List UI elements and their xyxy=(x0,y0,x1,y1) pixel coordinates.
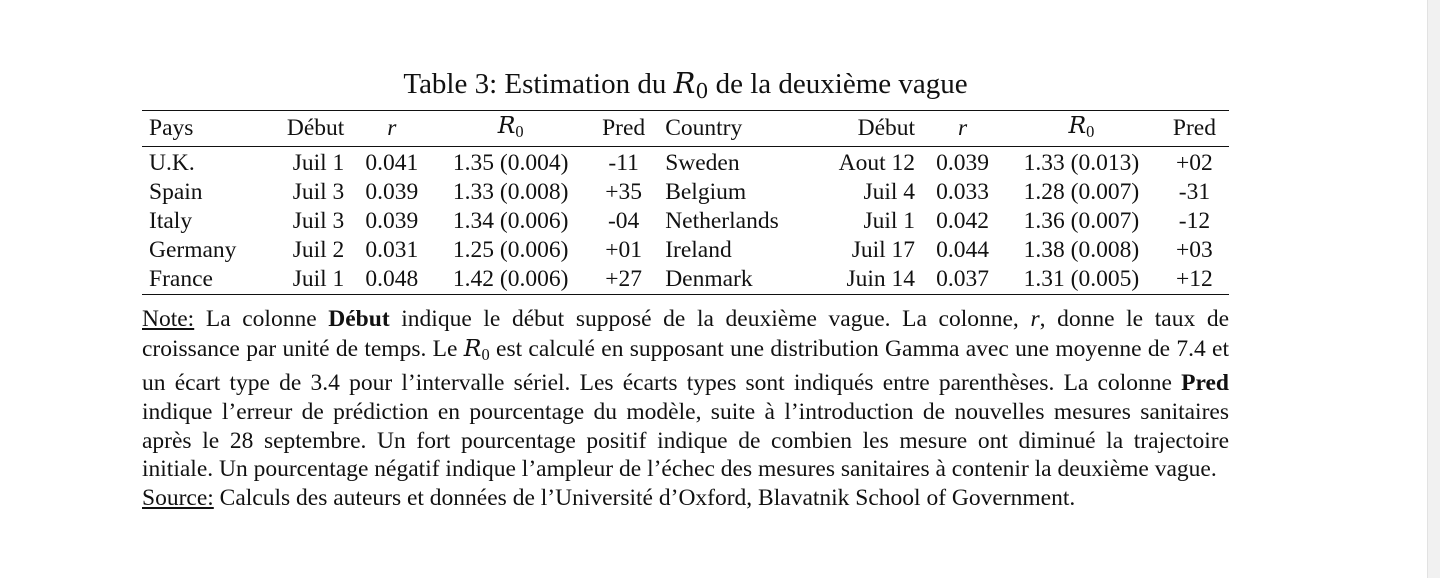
source-text: Calculs des auteurs et données de l’Université d’Oxford, Blavatnik School of Government. xyxy=(213,484,1076,511)
r0-letter: R xyxy=(1068,111,1087,140)
header-r0-2 xyxy=(1003,111,1160,147)
header-debut-2: Début xyxy=(857,115,916,142)
cell-r: 0.039 xyxy=(365,208,419,235)
cell-pred-2: +03 xyxy=(1176,237,1213,264)
header-debut: Début xyxy=(286,115,345,142)
cell-r-2: 0.033 xyxy=(936,179,989,206)
r0-subscript: 0 xyxy=(1086,122,1095,142)
r0-letter: R xyxy=(673,66,696,100)
note-text: La colonne xyxy=(194,306,329,333)
cell-pays: Italy xyxy=(149,208,193,235)
cell-debut: Juil 3 xyxy=(292,179,345,206)
table-row xyxy=(142,207,1229,236)
cell-r0-2: 1.28 (0.007) xyxy=(1023,179,1140,206)
cell-pays: Spain xyxy=(149,179,203,206)
cell-debut-2: Aout 12 xyxy=(838,150,916,177)
cell-pred: +35 xyxy=(605,179,643,206)
cell-country: Netherlands xyxy=(665,208,779,235)
note-text: , donne le taux de croissance par unité de temps. Le xyxy=(142,306,1229,362)
caption-text-suffix: de la deuxième vague xyxy=(708,68,968,100)
cell-debut: Juil 1 xyxy=(292,266,345,293)
table-figure xyxy=(142,66,1229,512)
table-row xyxy=(142,236,1229,265)
cell-r: 0.031 xyxy=(365,237,419,264)
source-label: Source: xyxy=(142,484,214,511)
header-r-2: r xyxy=(957,115,968,142)
cell-r0: 1.25 (0.006) xyxy=(452,237,569,264)
header-r: r xyxy=(387,115,397,142)
cell-debut: Juil 1 xyxy=(292,150,345,177)
table-body xyxy=(142,147,1229,295)
table-note xyxy=(142,305,1229,512)
viewer-scrollbar-strip[interactable] xyxy=(1427,0,1440,578)
r0-subscript: 0 xyxy=(481,344,490,364)
cell-pred: +01 xyxy=(605,237,643,264)
table-row xyxy=(142,265,1229,295)
cell-r0-2: 1.33 (0.013) xyxy=(1023,150,1140,177)
cell-pays: Germany xyxy=(149,237,237,264)
cell-pred-2: +02 xyxy=(1176,150,1213,177)
header-pred-2: Pred xyxy=(1172,115,1216,142)
cell-r0-2: 1.31 (0.005) xyxy=(1023,266,1140,293)
cell-r0: 1.42 (0.006) xyxy=(452,266,569,293)
header-country: Country xyxy=(665,115,743,142)
cell-r-2: 0.037 xyxy=(936,266,989,293)
cell-r-2: 0.044 xyxy=(936,237,989,264)
r0-subscript: 0 xyxy=(695,79,709,104)
cell-country: Ireland xyxy=(665,237,732,264)
caption-text: Table 3: Estimation du xyxy=(403,68,674,100)
data-table xyxy=(142,110,1229,295)
table-row xyxy=(142,178,1229,207)
cell-r0-2: 1.38 (0.008) xyxy=(1023,237,1140,264)
cell-country: Sweden xyxy=(665,150,740,177)
table-header-row xyxy=(142,111,1229,147)
note-label: Note: xyxy=(142,306,195,333)
cell-r0: 1.35 (0.004) xyxy=(452,150,569,177)
header-pred: Pred xyxy=(602,115,646,142)
cell-country: Belgium xyxy=(665,179,747,206)
r0-letter: R xyxy=(463,333,482,362)
table-caption xyxy=(142,66,1229,108)
cell-pred: -04 xyxy=(607,208,640,235)
cell-pred-2: -12 xyxy=(1178,208,1211,235)
note-text: indique l’erreur de prédiction en pourcentage du modèle, suite à l’introduction de nouvelles mesures sanitaires après le 28 septembre. Un fort pourcentage positif indique de combien les mesure ont diminué la trajectoire initiale. Un pourcentage négatif indique l’ampleur de l’échec des mesures sanitaires à contenir la deuxième vague. xyxy=(142,399,1229,483)
note-math-r: r xyxy=(1030,306,1040,333)
cell-r: 0.041 xyxy=(365,150,419,177)
note-bold-pred: Pred xyxy=(1181,370,1229,397)
cell-r: 0.039 xyxy=(365,179,419,206)
cell-r0: 1.34 (0.006) xyxy=(452,208,569,235)
cell-pays: U.K. xyxy=(149,150,195,177)
cell-pred-2: -31 xyxy=(1178,179,1211,206)
cell-r: 0.048 xyxy=(365,266,419,293)
cell-r-2: 0.042 xyxy=(936,208,989,235)
note-bold-debut: Début xyxy=(328,306,390,333)
r0-subscript: 0 xyxy=(515,122,524,142)
note-text: est calculé en supposant une distribution Gamma avec une moyenne de 7.4 et un écart type de 3.4 pour l’intervalle sériel. Les écarts types sont indiqués entre parenthèses. La colonne xyxy=(142,335,1229,397)
cell-debut-2: Juil 17 xyxy=(851,237,916,264)
cell-pred: -11 xyxy=(608,150,639,177)
cell-pred: +27 xyxy=(605,266,643,293)
cell-country: Denmark xyxy=(665,266,753,293)
cell-pays: France xyxy=(149,266,213,293)
header-r0 xyxy=(432,111,589,147)
r0-letter: R xyxy=(497,111,516,140)
cell-pred-2: +12 xyxy=(1176,266,1213,293)
table-row xyxy=(142,147,1229,179)
cell-debut-2: Juin 14 xyxy=(846,266,916,293)
cell-debut-2: Juil 1 xyxy=(863,208,916,235)
cell-r-2: 0.039 xyxy=(936,150,989,177)
header-pays: Pays xyxy=(149,115,194,142)
cell-debut-2: Juil 4 xyxy=(863,179,916,206)
cell-debut: Juil 2 xyxy=(292,237,345,264)
cell-debut: Juil 3 xyxy=(292,208,345,235)
r0-symbol xyxy=(673,66,709,104)
cell-r0-2: 1.36 (0.007) xyxy=(1023,208,1140,235)
note-text: indique le début supposé de la deuxième vague. La colonne, xyxy=(389,306,1031,333)
cell-r0: 1.33 (0.008) xyxy=(452,179,569,206)
